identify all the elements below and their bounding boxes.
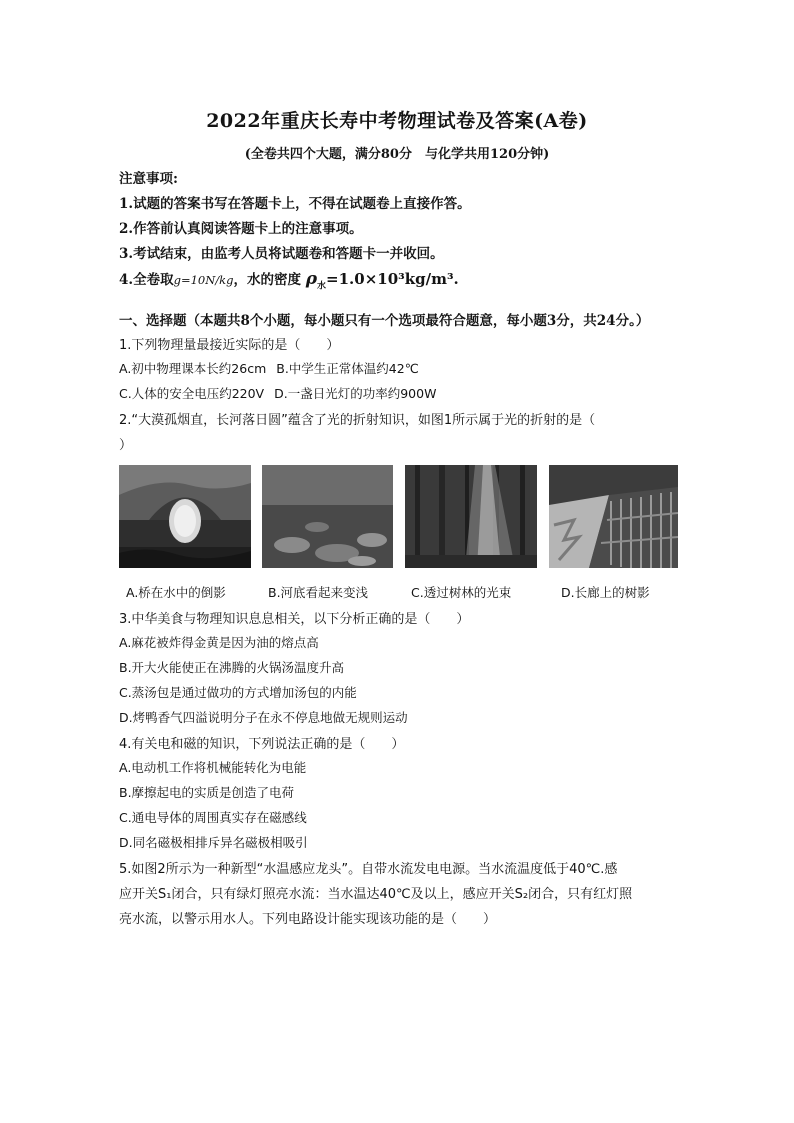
rho-subscript: 水	[317, 281, 327, 292]
q1-option-b: B.中学生正常体温约42℃	[276, 361, 419, 376]
q1-option-d: D.一盏日光灯的功率约900W	[274, 386, 437, 401]
notice-item-3: 3.考试结束，由监考人员将试题卷和答题卡一并收回。	[119, 246, 444, 262]
notice-item-4	[119, 268, 459, 291]
q3-option-b: B.开大火能使正在沸腾的火锅汤温度升高	[119, 660, 345, 675]
q3-option-a: A.麻花被炸得金黄是因为油的熔点高	[119, 635, 319, 650]
q2-stem-line-2: ）	[119, 438, 133, 453]
q5-line-3: 亮水流，以警示用水人。下列电路设计能实现该功能的是（ ）	[119, 912, 497, 927]
q4-option-c: C.通电导体的周围真实存在磁感线	[119, 810, 307, 825]
q4-option-d: D.同名磁极相排斥异名磁极相吸引	[119, 835, 308, 850]
water-density-value: =1.0×10³kg/m³.	[326, 270, 459, 288]
rho-glyph: ρ	[305, 269, 318, 289]
q1-option-a: A.初中物理课本长约26cm	[119, 361, 267, 376]
q1-options-row-1	[119, 359, 419, 377]
water-density-symbol	[305, 269, 327, 292]
notice-item-2: 2.作答前认真阅读答题卡上的注意事项。	[119, 221, 363, 237]
photo-caption-c: C.透过树林的光束	[411, 585, 512, 600]
gravity-constant: g=10N/kg	[173, 273, 234, 287]
photo-caption-b: B.河底看起来变浅	[268, 585, 369, 600]
q5-line-1: 5.如图2所示为一种新型“水温感应龙头”。自带水流发电电源。当水流温度低于40℃.感	[119, 862, 618, 877]
q2-stem-line-1: 2.“大漠孤烟直，长河落日圆”蕴含了光的折射知识，如图1所示属于光的折射的是（	[119, 413, 596, 428]
q4-option-a: A.电动机工作将机械能转化为电能	[119, 760, 307, 775]
q1-options-row-2	[119, 384, 436, 402]
notice-item-4-prefix: 4.全卷取	[119, 272, 174, 288]
photo-forest-light	[405, 465, 537, 568]
q4-option-b: B.摩擦起电的实质是创造了电荷	[119, 785, 295, 800]
photo-caption-d: D.长廊上的树影	[561, 585, 650, 600]
section-1-heading: 一、选择题（本题共8个小题，每小题只有一个选项最符合题意，每小题3分，共24分。）	[119, 313, 650, 329]
photo-caption-a: A.桥在水中的倒影	[126, 585, 226, 600]
q5-line-2: 应开关S₁闭合，只有绿灯照亮水流：当水温达40℃及以上，感应开关S₂闭合，只有红灯照	[119, 887, 633, 902]
photo-bridge-reflection	[119, 465, 251, 568]
q4-stem: 4.有关电和磁的知识，下列说法正确的是（ ）	[119, 737, 405, 752]
photo-corridor-shadow	[549, 465, 678, 568]
page-subtitle: (全卷共四个大题，满分80分 与化学共用120分钟)	[244, 147, 550, 162]
page-title: 2022年重庆长寿中考物理试卷及答案(A卷)	[206, 110, 588, 132]
q3-option-c: C.蒸汤包是通过做功的方式增加汤包的内能	[119, 685, 357, 700]
q1-stem: 1.下列物理量最接近实际的是（ ）	[119, 338, 340, 353]
q3-stem: 3.中华美食与物理知识息息相关，以下分析正确的是（ ）	[119, 612, 470, 627]
notice-item-1: 1.试题的答案书写在答题卡上，不得在试题卷上直接作答。	[119, 196, 471, 212]
notice-item-4-mid: ，水的密度	[233, 272, 301, 288]
notice-heading: 注意事项:	[119, 171, 178, 187]
q1-option-c: C.人体的安全电压约220V	[119, 386, 265, 401]
photo-riverbed	[262, 465, 393, 568]
q3-option-d: D.烤鸭香气四溢说明分子在永不停息地做无规则运动	[119, 710, 408, 725]
